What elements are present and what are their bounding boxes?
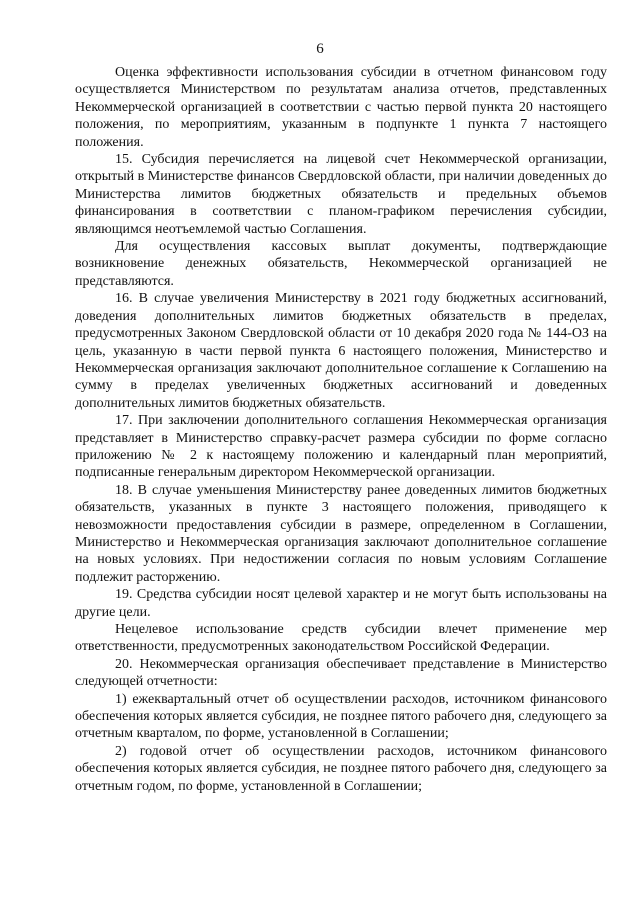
paragraph: Оценка эффективности использования субсидии в отчетном финансовом году осуществляется Министерством по результатам анализа отчетов, представленных Некоммерческой организацией в соответствии с частью первой пункта 20 настоящего положения, по мероприятиям, указанным в подпункте 1 пункта 7 настоящего положения. [75, 65, 607, 150]
paragraph: Нецелевое использование средств субсидии влечет применение мер ответственности, предусмотренных законодательством Российской Федерации. [75, 622, 607, 655]
paragraph: 18. В случае уменьшения Министерству ранее доведенных лимитов бюджетных обязательств, указанных в пункте 3 настоящего положения, приводящего к невозможности предоставления субсидии в размере, определенном в Соглашении, Министерство и Некоммерческая организация заключают дополнительное соглашение на новых условиях. При недостижении согласия по новым условиям Соглашение подлежит расторжению. [75, 482, 607, 585]
paragraph: 15. Субсидия перечисляется на лицевой счет Некоммерческой организации, открытый в Министерстве финансов Свердловской области, при наличии доведенных до Министерства лимитов бюджетных обязательств и предельных объемов финансирования в соответствии с планом-графиком перечисления субсидии, являющимся неотъемлемой частью Соглашения. [75, 152, 607, 237]
page-number: 6 [316, 41, 324, 57]
paragraph: 19. Средства субсидии носят целевой характер и не могут быть использованы на другие цели. [75, 587, 607, 620]
paragraph: 2) годовой отчет об осуществлении расходов, источником финансового обеспечения которых является субсидия, не позднее пятого рабочего дня, следующего за отчетным годом, по форме, установленной в Соглашении; [75, 743, 607, 794]
document-body [75, 64, 607, 795]
paragraph: 16. В случае увеличения Министерству в 2021 году бюджетных ассигнований, доведения дополнительных лимитов бюджетных обязательств в пределах, предусмотренных Законом Свердловской области от 10 декабря 2020 года № 144-ОЗ на цель, указанную в части первой пункта 6 настоящего положения, Министерство и Некоммерческая организация заключают дополнительное соглашение к Соглашению на сумму в пределах увеличенных бюджетных ассигнований и доведенных дополнительных лимитов бюджетных обязательств. [75, 291, 607, 411]
paragraph: Для осуществления кассовых выплат документы, подтверждающие возникновение денежных обязательств, Некоммерческой организацией не представляются. [75, 239, 607, 289]
paragraph: 20. Некоммерческая организация обеспечивает представление в Министерство следующей отчетности: [75, 656, 607, 690]
paragraph: 1) ежеквартальный отчет об осуществлении расходов, источником финансового обеспечения которых является субсидия, не позднее пятого рабочего дня, следующего за отчетным кварталом, по форме, установленной в Соглашении; [75, 691, 607, 742]
paragraph: 17. При заключении дополнительного соглашения Некоммерческая организация представляет в Министерство справку-расчет размера субсидии по форме согласно приложению № 2 к настоящему положению и календарный план мероприятий, подписанные генеральным директором Некоммерческой организации. [75, 413, 607, 481]
